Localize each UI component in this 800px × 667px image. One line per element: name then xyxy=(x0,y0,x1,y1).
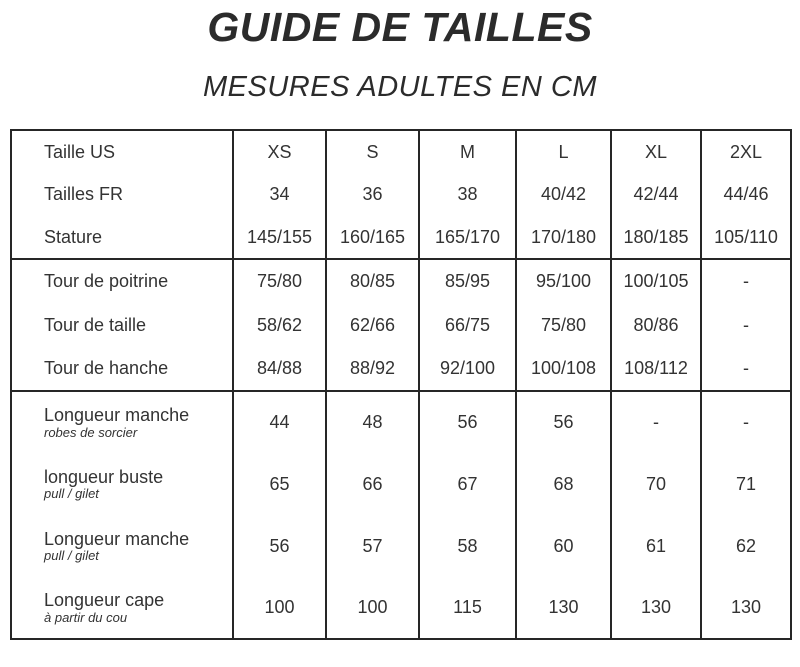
row-label-text: Taille US xyxy=(44,141,116,162)
value-cell: 71 xyxy=(701,453,791,515)
row-label xyxy=(11,259,233,303)
table-section-body-measurements xyxy=(11,259,791,391)
value-cell: 36 xyxy=(326,173,419,216)
value-cell: - xyxy=(701,391,791,453)
value-cell: - xyxy=(701,259,791,303)
row-label xyxy=(11,577,233,639)
value-cell: 67 xyxy=(419,453,516,515)
value-cell: 88/92 xyxy=(326,347,419,391)
value-cell: - xyxy=(611,391,701,453)
value-cell: 70 xyxy=(611,453,701,515)
table-row xyxy=(11,515,791,577)
value-cell: 57 xyxy=(326,515,419,577)
value-cell: L xyxy=(516,130,611,173)
value-cell: 105/110 xyxy=(701,216,791,259)
value-cell: 68 xyxy=(516,453,611,515)
value-cell: 56 xyxy=(233,515,326,577)
table-row xyxy=(11,130,791,173)
value-cell: 75/80 xyxy=(516,303,611,347)
table-row xyxy=(11,303,791,347)
row-label-text: Tailles FR xyxy=(44,184,124,205)
row-label xyxy=(11,303,233,347)
value-cell: 2XL xyxy=(701,130,791,173)
page-subtitle: MESURES ADULTES EN CM xyxy=(203,71,597,103)
value-cell: 56 xyxy=(516,391,611,453)
value-cell: 165/170 xyxy=(419,216,516,259)
value-cell: 160/165 xyxy=(326,216,419,259)
value-cell: 44/46 xyxy=(701,173,791,216)
value-cell: XS xyxy=(233,130,326,173)
value-cell: 62/66 xyxy=(326,303,419,347)
value-cell: 40/42 xyxy=(516,173,611,216)
value-cell: 34 xyxy=(233,173,326,216)
value-cell: 85/95 xyxy=(419,259,516,303)
value-cell: 115 xyxy=(419,577,516,639)
table-row xyxy=(11,577,791,639)
value-cell: 48 xyxy=(326,391,419,453)
value-cell: 108/112 xyxy=(611,347,701,391)
value-cell: 145/155 xyxy=(233,216,326,259)
row-sublabel-text: pull / gilet xyxy=(44,486,99,502)
row-label-text: Longueur manche xyxy=(44,528,190,549)
row-label-text: Stature xyxy=(44,226,103,247)
size-table xyxy=(10,129,792,640)
value-cell: 80/85 xyxy=(326,259,419,303)
value-cell: 100 xyxy=(233,577,326,639)
value-cell: 180/185 xyxy=(611,216,701,259)
value-cell: 130 xyxy=(611,577,701,639)
table-section-garment-lengths xyxy=(11,391,791,639)
value-cell: - xyxy=(701,303,791,347)
table-section-sizes xyxy=(11,130,791,259)
value-cell: 61 xyxy=(611,515,701,577)
value-cell: 130 xyxy=(516,577,611,639)
table-row xyxy=(11,173,791,216)
table-row xyxy=(11,453,791,515)
table-row xyxy=(11,259,791,303)
row-label-text: Tour de taille xyxy=(44,314,147,335)
row-sublabel-text: pull / gilet xyxy=(44,548,99,564)
value-cell: 42/44 xyxy=(611,173,701,216)
value-cell: - xyxy=(701,347,791,391)
row-sublabel-text: à partir du cou xyxy=(44,609,128,625)
row-label-text: Longueur manche xyxy=(44,405,190,425)
value-cell: 95/100 xyxy=(516,259,611,303)
value-cell: 44 xyxy=(233,391,326,453)
row-label xyxy=(11,515,233,577)
row-label xyxy=(11,216,233,259)
table-row xyxy=(11,347,791,391)
row-label-text: Tour de poitrine xyxy=(44,271,169,292)
row-label xyxy=(11,453,233,515)
value-cell: 92/100 xyxy=(419,347,516,391)
page-title: GUIDE DE TAILLES xyxy=(207,4,593,50)
value-cell: 62 xyxy=(701,515,791,577)
value-cell: 66/75 xyxy=(419,303,516,347)
value-cell: 38 xyxy=(419,173,516,216)
row-sublabel-text: robes de sorcier xyxy=(44,424,138,440)
value-cell: 100/108 xyxy=(516,347,611,391)
row-label-text: longueur buste xyxy=(44,466,164,487)
value-cell: 75/80 xyxy=(233,259,326,303)
value-cell: 56 xyxy=(419,391,516,453)
row-label xyxy=(11,173,233,216)
value-cell: M xyxy=(419,130,516,173)
value-cell: 84/88 xyxy=(233,347,326,391)
value-cell: 100 xyxy=(326,577,419,639)
row-label xyxy=(11,391,233,453)
value-cell: 130 xyxy=(701,577,791,639)
row-label-text: Longueur cape xyxy=(44,590,165,610)
row-label-text: Tour de hanche xyxy=(44,358,169,379)
table-row xyxy=(11,216,791,259)
value-cell: XL xyxy=(611,130,701,173)
value-cell: 170/180 xyxy=(516,216,611,259)
value-cell: 80/86 xyxy=(611,303,701,347)
value-cell: S xyxy=(326,130,419,173)
value-cell: 58 xyxy=(419,515,516,577)
value-cell: 65 xyxy=(233,453,326,515)
value-cell: 60 xyxy=(516,515,611,577)
row-label xyxy=(11,130,233,173)
value-cell: 66 xyxy=(326,453,419,515)
table-row xyxy=(11,391,791,453)
value-cell: 58/62 xyxy=(233,303,326,347)
row-label xyxy=(11,347,233,391)
value-cell: 100/105 xyxy=(611,259,701,303)
